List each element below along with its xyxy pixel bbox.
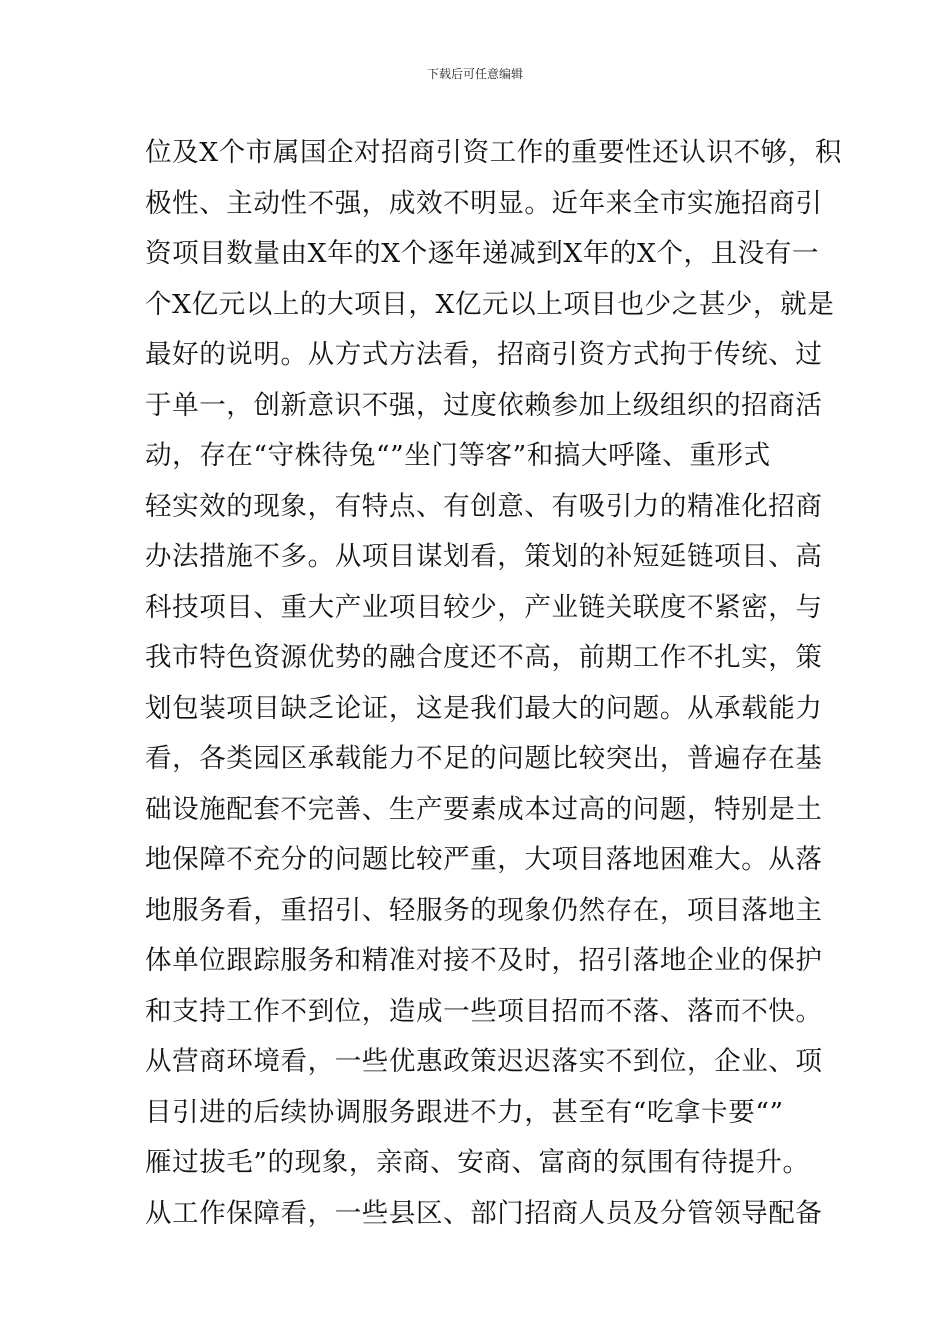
body-paragraph <box>145 128 842 1239</box>
text-line: 划包装项目缺乏论证，这是我们最大的问题。从承载能力 <box>145 692 823 724</box>
text-line: 办法措施不多。从项目谋划看，策划的补短延链项目、高 <box>145 541 823 572</box>
text-line: 地保障不充分的问题比较严重，大项目落地困难大。从落 <box>145 844 823 875</box>
text-line: 我市特色资源优势的融合度还不高，前期工作不扎实，策 <box>145 642 823 673</box>
text-line: 轻实效的现象，有特点、有创意、有吸引力的精准化招商 <box>145 490 823 522</box>
text-line: 体单位跟踪服务和精准对接不及时，招引落地企业的保护 <box>145 945 823 976</box>
text-line: 动，存在“守株待兔“”坐门等客”和搞大呼隆、重形式 <box>145 440 771 471</box>
text-line: 资项目数量由X年的X个逐年递减到X年的X个，且没有一 <box>145 238 820 269</box>
text-line: 位及X个市属国企对招商引资工作的重要性还认识不够，积 <box>145 137 842 168</box>
text-line: 科技项目、重大产业项目较少，产业链关联度不紧密，与 <box>145 591 823 623</box>
page-header: 下载后可任意编辑 <box>426 67 523 81</box>
text-line: 从营商环境看，一些优惠政策迟迟落实不到位，企业、项 <box>145 1046 823 1077</box>
text-line: 看，各类园区承载能力不足的问题比较突出，普遍存在基 <box>145 743 823 774</box>
text-line: 目引进的后续协调服务跟进不力，甚至有“吃拿卡要“” <box>145 1096 784 1128</box>
text-line: 和支持工作不到位，造成一些项目招而不落、落而不快。 <box>145 995 823 1027</box>
text-line: 个X亿元以上的大项目，X亿元以上项目也少之甚少，就是 <box>145 288 835 320</box>
text-line: 从工作保障看，一些县区、部门招商人员及分管领导配备 <box>145 1197 823 1229</box>
text-line: 最好的说明。从方式方法看，招商引资方式拘于传统、过 <box>145 339 823 370</box>
text-line: 础设施配套不完善、生产要素成本过高的问题，特别是土 <box>145 793 823 825</box>
text-line: 于单一，创新意识不强，过度依赖参加上级组织的招商活 <box>145 389 823 421</box>
text-line: 地服务看，重招引、轻服务的现象仍然存在，项目落地主 <box>145 894 823 926</box>
text-line: 极性、主动性不强，成效不明显。近年来全市实施招商引 <box>145 187 823 219</box>
text-line: 雁过拔毛”的现象，亲商、安商、富商的氛围有待提升。 <box>145 1147 810 1178</box>
